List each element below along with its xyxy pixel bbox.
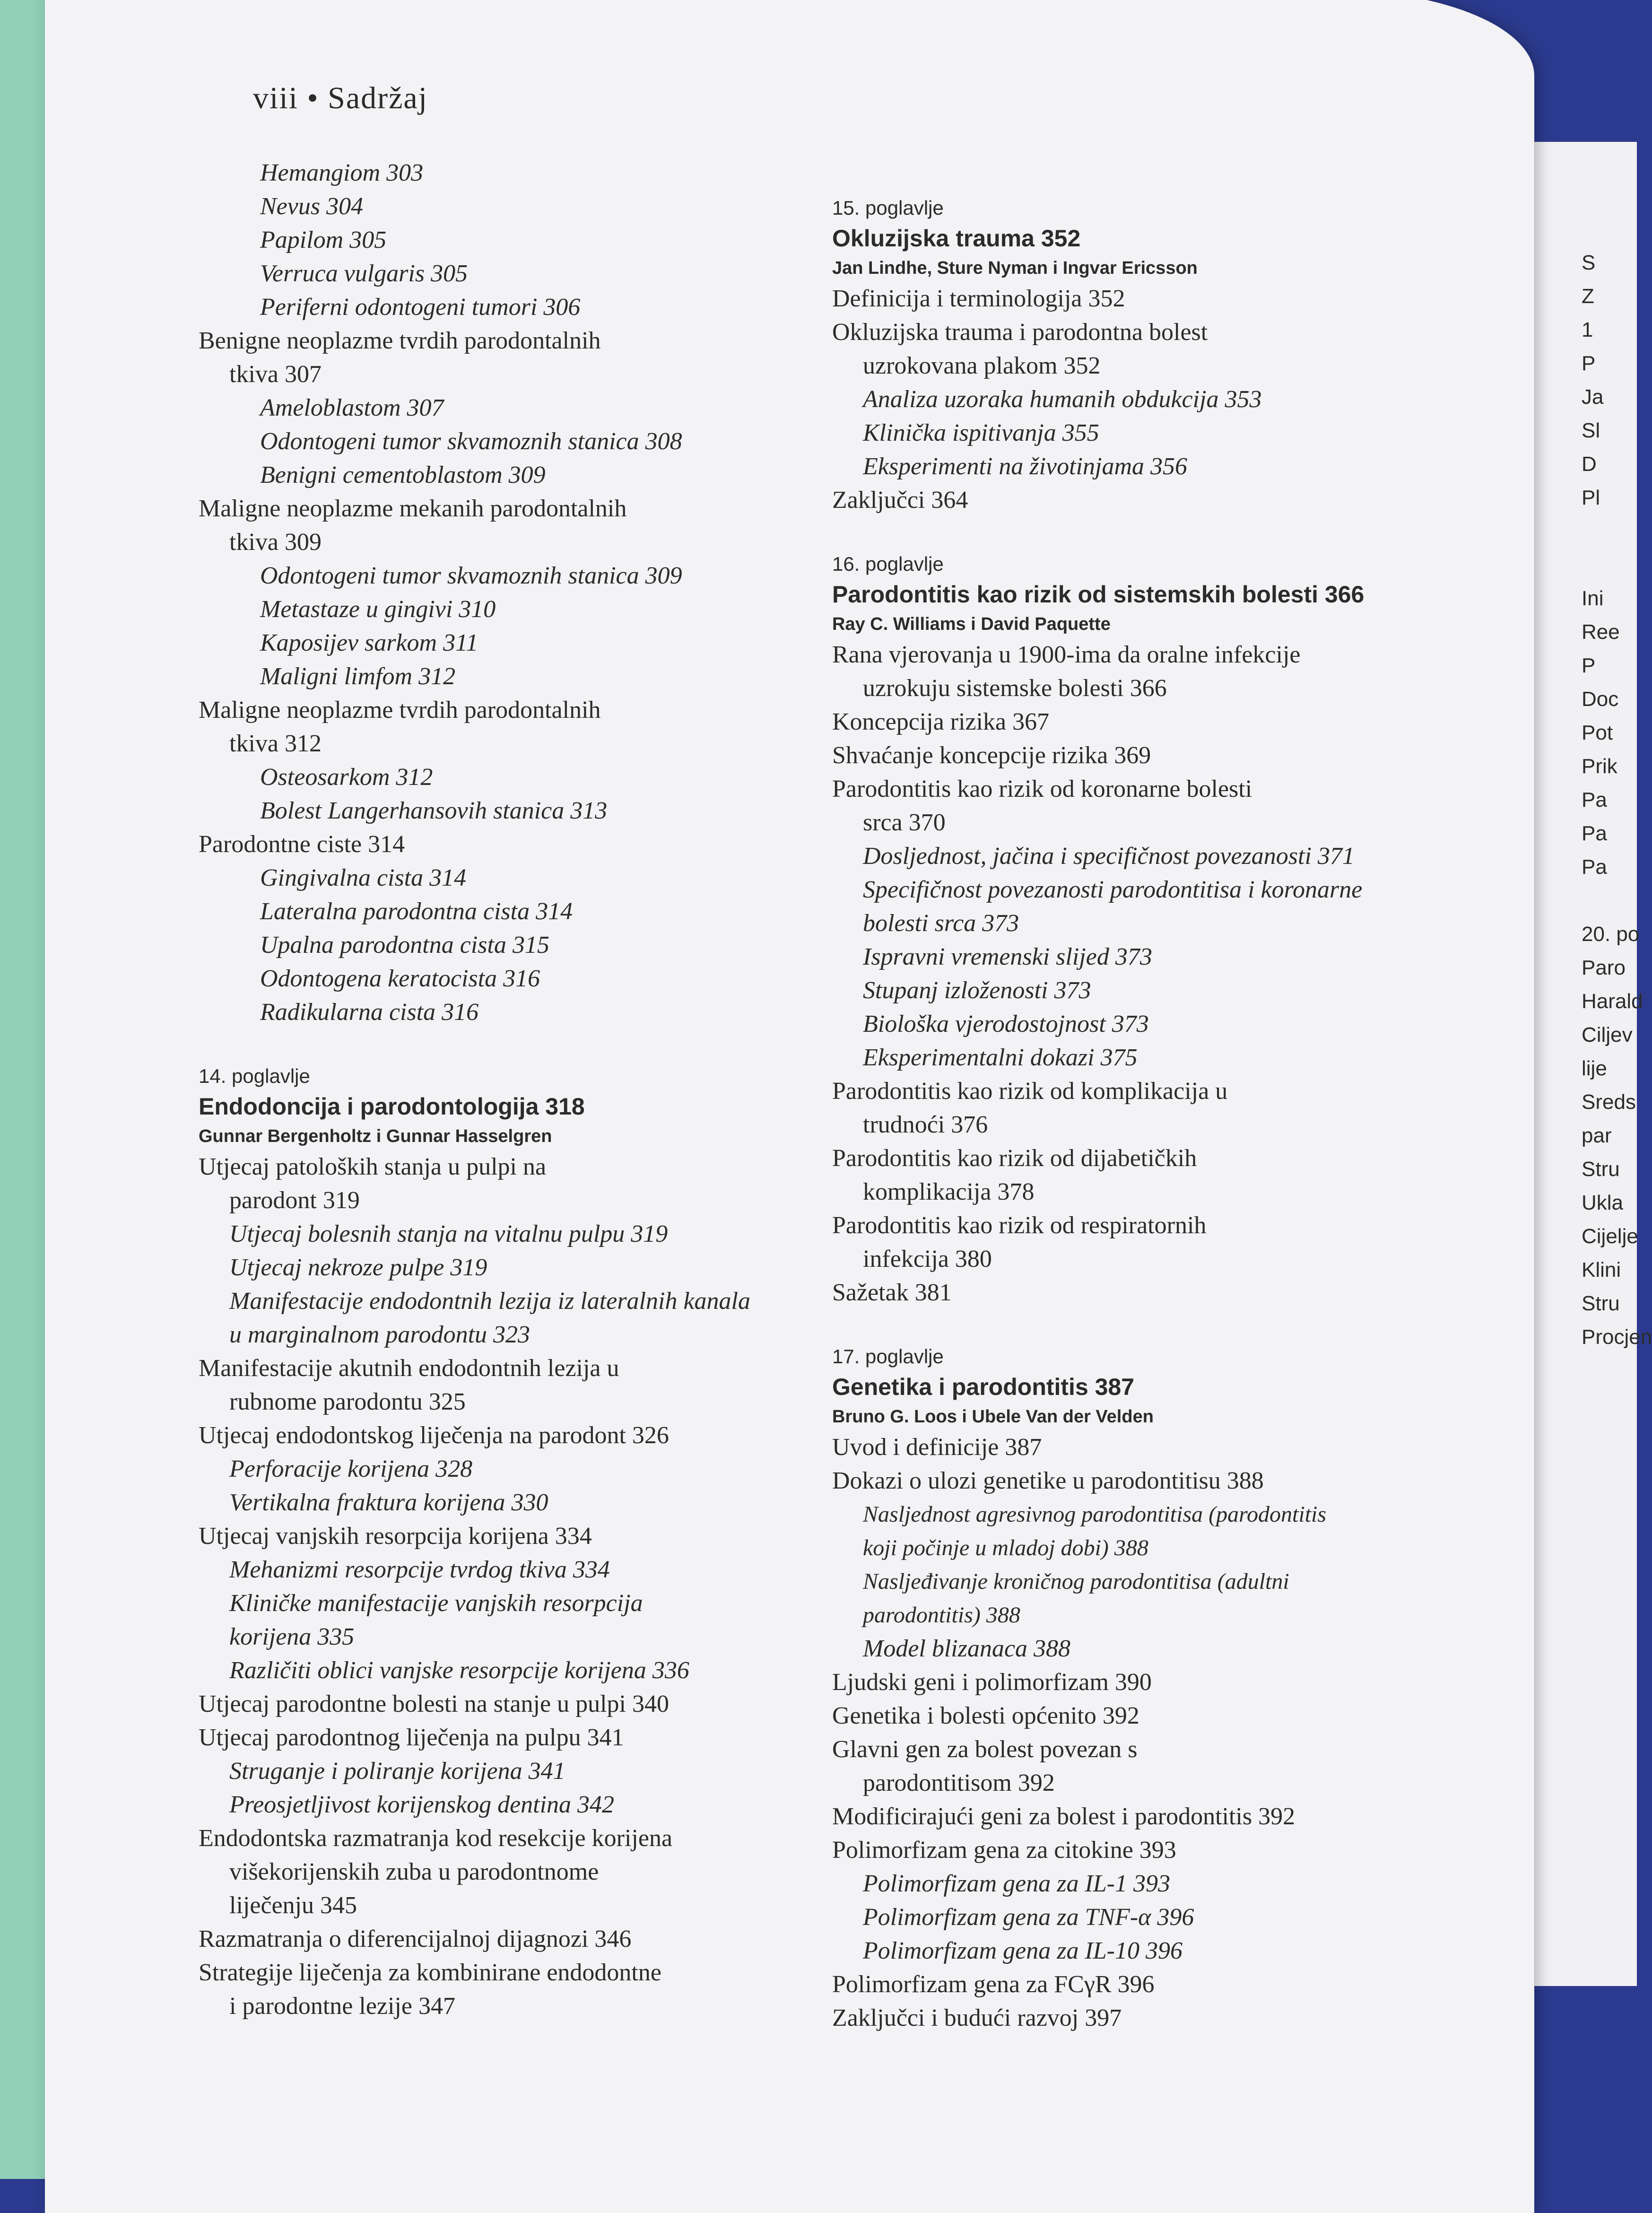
toc-entry: infekcija 380 <box>863 1246 992 1272</box>
next-page-fragment: Pa <box>1582 822 1607 845</box>
toc-entry: uzrokovana plakom 352 <box>863 352 1101 379</box>
next-page-fragment: Doc <box>1582 688 1619 711</box>
toc-subentry: Nasljeđivanje kroničnog parodontitisa (adultni <box>863 1569 1289 1594</box>
toc-entry: Zaključci 364 <box>832 487 968 514</box>
next-page-fragment: lije <box>1582 1057 1607 1080</box>
next-page-fragment: Sl <box>1582 419 1600 442</box>
toc-subentry: Maligni limfom 312 <box>260 663 456 690</box>
next-page-fragment: 1 <box>1582 318 1593 341</box>
toc-entry: Razmatranja o diferencijalnoj dijagnozi 346 <box>199 1925 632 1952</box>
next-page-fragment: Prik <box>1582 755 1617 778</box>
next-page-fragment: Z <box>1582 285 1594 308</box>
toc-entry: Shvaćanje koncepcije rizika 369 <box>832 742 1151 769</box>
toc-subentry: Perforacije korijena 328 <box>229 1455 473 1482</box>
toc-subentry: Kliničke manifestacije vanjskih resorpcija <box>229 1590 643 1617</box>
next-page-fragment <box>1582 884 1638 917</box>
toc-entry: srca 370 <box>863 809 946 836</box>
toc-subentry: Metastaze u gingivi 310 <box>260 596 496 623</box>
next-page-fragment: S <box>1582 251 1596 274</box>
chapter-authors: Bruno G. Loos i Ubele Van der Velden <box>832 1407 1154 1427</box>
running-head: viii • Sadržaj <box>253 81 428 115</box>
toc-entry: Modificirajući geni za bolest i parodontitis 392 <box>832 1803 1296 1830</box>
toc-subentry: Bolest Langerhansovih stanica 313 <box>260 797 608 824</box>
toc-entry: Utjecaj endodontskog liječenja na parodont 326 <box>199 1422 669 1449</box>
next-page-fragment: Sreds <box>1582 1090 1636 1114</box>
next-page-fragment: Ciljev <box>1582 1023 1633 1046</box>
toc-entry: Polimorfizam gena za FCγR 396 <box>832 1971 1155 1998</box>
chapter-title: Endodoncija i parodontologija 318 <box>199 1093 585 1120</box>
toc-subentry: Specifičnost povezanosti parodontitisa i koronarne <box>863 876 1363 903</box>
toc-entry: Sažetak 381 <box>832 1279 952 1306</box>
next-page-fragment: Ree <box>1582 620 1620 644</box>
next-page-fragment: Cijelje <box>1582 1225 1638 1248</box>
next-page-fragment <box>1582 548 1638 582</box>
toc-entry: parodontitisom 392 <box>863 1769 1055 1796</box>
chapter-number: 16. poglavlje <box>832 553 944 575</box>
next-page-fragment: P <box>1582 654 1596 677</box>
toc-entry: Parodontitis kao rizik od koronarne bolesti <box>832 775 1252 802</box>
toc-subentry: Odontogeni tumor skvamoznih stanica 309 <box>260 562 682 589</box>
chapter-title: Okluzijska trauma 352 <box>832 225 1081 252</box>
toc-entry: Okluzijska trauma i parodontna bolest <box>832 319 1208 346</box>
toc-subentry: Dosljednost, jačina i specifičnost povezanosti 371 <box>863 843 1355 870</box>
toc-entry: tkiva 312 <box>229 730 322 757</box>
next-page-fragment: Pl <box>1582 486 1600 509</box>
toc-subentry: Lateralna parodontna cista 314 <box>260 898 573 925</box>
toc-subentry: Vertikalna fraktura korijena 330 <box>229 1489 548 1516</box>
chapter-title: Parodontitis kao rizik od sistemskih bolesti 366 <box>832 581 1365 608</box>
next-page-fragment: Stru <box>1582 1292 1620 1315</box>
next-page-fragment: Stru <box>1582 1158 1620 1181</box>
toc-entry: Uvod i definicije 387 <box>832 1434 1042 1461</box>
toc-entry: parodont 319 <box>229 1187 360 1214</box>
toc-subentry: Ameloblastom 307 <box>260 394 444 421</box>
toc-subentry: Polimorfizam gena za IL-10 396 <box>863 1937 1182 1964</box>
toc-subentry: Eksperimenti na životinjama 356 <box>863 453 1188 480</box>
toc-subentry: Analiza uzoraka humanih obdukcija 353 <box>863 386 1262 413</box>
toc-entry: Zaključci i budući razvoj 397 <box>832 2004 1122 2031</box>
toc-entry: višekorijenskih zuba u parodontnome <box>229 1858 599 1885</box>
toc-subentry: Odontogeni tumor skvamoznih stanica 308 <box>260 428 682 455</box>
toc-entry: Maligne neoplazme mekanih parodontalnih <box>199 495 627 522</box>
chapter-authors: Gunnar Bergenholtz i Gunnar Hasselgren <box>199 1126 552 1146</box>
toc-subentry: korijena 335 <box>229 1623 355 1650</box>
toc-entry: Benigne neoplazme tvrdih parodontalnih <box>199 327 601 354</box>
toc-subentry: Papilom 305 <box>260 227 387 253</box>
toc-subentry: koji počinje u mladoj dobi) 388 <box>863 1535 1148 1560</box>
next-page-fragment <box>1582 514 1638 548</box>
toc-entry: Ljudski geni i polimorfizam 390 <box>832 1669 1152 1696</box>
next-page-fragment: P <box>1582 352 1596 375</box>
toc-subentry: Kaposijev sarkom 311 <box>260 629 478 656</box>
toc-left-column <box>199 156 870 2023</box>
toc-entry: Glavni gen za bolest povezan s <box>832 1736 1138 1763</box>
toc-entry: Utjecaj vanjskih resorpcija korijena 334 <box>199 1523 592 1550</box>
next-page-fragment: Ukla <box>1582 1191 1624 1214</box>
next-page-fragment: Klini <box>1582 1258 1621 1281</box>
next-page-fragment: Pot <box>1582 721 1613 744</box>
next-page-fragment: Paro <box>1582 956 1626 979</box>
toc-entry: Parodontitis kao rizik od komplikacija u <box>832 1078 1228 1105</box>
toc-subentry: Različiti oblici vanjske resorpcije korijena 336 <box>229 1657 689 1684</box>
toc-subentry: Verruca vulgaris 305 <box>260 260 468 287</box>
toc-subentry: Nasljednost agresivnog parodontitisa (parodontitis <box>863 1502 1327 1527</box>
toc-subentry: Model blizanaca 388 <box>863 1635 1071 1662</box>
toc-entry: uzrokuju sistemske bolesti 366 <box>863 675 1167 702</box>
toc-subentry: Eksperimentalni dokazi 375 <box>863 1044 1138 1071</box>
toc-entry: trudnoći 376 <box>863 1111 988 1138</box>
next-page-fragment: Ini <box>1582 587 1604 610</box>
toc-subentry: Utjecaj bolesnih stanja na vitalnu pulpu 319 <box>229 1220 668 1247</box>
toc-subentry: Radikularna cista 316 <box>260 999 479 1026</box>
toc-entry: tkiva 309 <box>229 529 322 556</box>
toc-subentry: u marginalnom parodontu 323 <box>229 1321 530 1348</box>
toc-subentry: Polimorfizam gena za TNF-α 396 <box>863 1904 1194 1931</box>
toc-subentry: bolesti srca 373 <box>863 910 1019 937</box>
chapter-number: 17. poglavlje <box>832 1345 944 1368</box>
toc-entry: Definicija i terminologija 352 <box>832 285 1125 312</box>
chapter-number: 14. poglavlje <box>199 1065 310 1087</box>
toc-entry: komplikacija 378 <box>863 1178 1035 1205</box>
toc-subentry: Periferni odontogeni tumori 306 <box>260 294 581 321</box>
toc-entry: Koncepcija rizika 367 <box>832 708 1050 735</box>
toc-subentry: Biološka vjerodostojnost 373 <box>863 1011 1149 1037</box>
toc-entry: Parodontitis kao rizik od dijabetičkih <box>832 1145 1197 1172</box>
next-page-fragment: Ja <box>1582 385 1604 409</box>
next-page-fragment: Pa <box>1582 788 1607 811</box>
next-page-fragments <box>1582 246 1652 1354</box>
toc-entry: Endodontska razmatranja kod resekcije korijena <box>199 1825 673 1852</box>
toc-subentry: Gingivalna cista 314 <box>260 864 467 891</box>
next-page-fragment: Harald <box>1582 990 1643 1013</box>
chapter-authors: Ray C. Williams i David Paquette <box>832 614 1111 634</box>
chapter-number: 15. poglavlje <box>832 197 944 219</box>
toc-entry: Parodontne ciste 314 <box>199 831 405 858</box>
toc-entry: Manifestacije akutnih endodontnih lezija u <box>199 1355 619 1382</box>
chapter-authors: Jan Lindhe, Sture Nyman i Ingvar Ericsson <box>832 258 1198 278</box>
toc-subentry: Preosjetljivost korijenskog dentina 342 <box>229 1791 615 1818</box>
toc-right-column <box>832 194 1447 2035</box>
toc-entry: rubnome parodontu 325 <box>229 1388 466 1415</box>
toc-subentry: Upalna parodontna cista 315 <box>260 932 549 958</box>
next-page-fragment: D <box>1582 453 1597 476</box>
toc-subentry: Polimorfizam gena za IL-1 393 <box>863 1870 1170 1897</box>
toc-subentry: Ispravni vremenski slijed 373 <box>863 943 1152 970</box>
toc-subentry: Odontogena keratocista 316 <box>260 965 540 992</box>
toc-subentry: Stupanj izloženosti 373 <box>863 977 1091 1004</box>
toc-entry: Dokazi o ulozi genetike u parodontitisu 388 <box>832 1467 1264 1494</box>
toc-entry: Polimorfizam gena za citokine 393 <box>832 1837 1176 1864</box>
toc-subentry: Utjecaj nekroze pulpe 319 <box>229 1254 487 1281</box>
toc-entry: Rana vjerovanja u 1900-ima da oralne infekcije <box>832 641 1301 668</box>
next-page-fragment: par <box>1582 1124 1612 1147</box>
toc-subentry: Klinička ispitivanja 355 <box>863 419 1099 446</box>
toc-subentry: Osteosarkom 312 <box>260 764 433 791</box>
chapter-title: Genetika i parodontitis 387 <box>832 1374 1135 1400</box>
toc-entry: tkiva 307 <box>229 361 322 388</box>
toc-subentry: parodontitis) 388 <box>863 1603 1020 1628</box>
next-page-fragment: Pa <box>1582 855 1607 879</box>
toc-entry: Utjecaj parodontne bolesti na stanje u pulpi 340 <box>199 1690 669 1717</box>
toc-entry: i parodontne lezije 347 <box>229 1993 455 2020</box>
toc-subentry: Benigni cementoblastom 309 <box>260 462 546 488</box>
toc-subentry: Manifestacije endodontnih lezija iz lateralnih kanala <box>229 1288 750 1315</box>
toc-entry: Utjecaj patoloških stanja u pulpi na <box>199 1153 547 1180</box>
toc-subentry: Hemangiom 303 <box>260 159 424 186</box>
toc-subentry: Nevus 304 <box>260 193 364 220</box>
toc-entry: Parodontitis kao rizik od respiratornih <box>832 1212 1207 1239</box>
toc-entry: Maligne neoplazme tvrdih parodontalnih <box>199 697 601 723</box>
toc-entry: Utjecaj parodontnog liječenja na pulpu 341 <box>199 1724 624 1751</box>
toc-entry: Strategije liječenja za kombinirane endodontne <box>199 1959 661 1986</box>
toc-entry: Genetika i bolesti općenito 392 <box>832 1702 1139 1729</box>
toc-subentry: Struganje i poliranje korijena 341 <box>229 1758 565 1785</box>
next-page-fragment: 20. po <box>1582 923 1640 946</box>
next-page-fragment: Procjen <box>1582 1325 1652 1349</box>
toc-entry: liječenju 345 <box>229 1892 357 1919</box>
toc-subentry: Mehanizmi resorpcije tvrdog tkiva 334 <box>229 1556 610 1583</box>
